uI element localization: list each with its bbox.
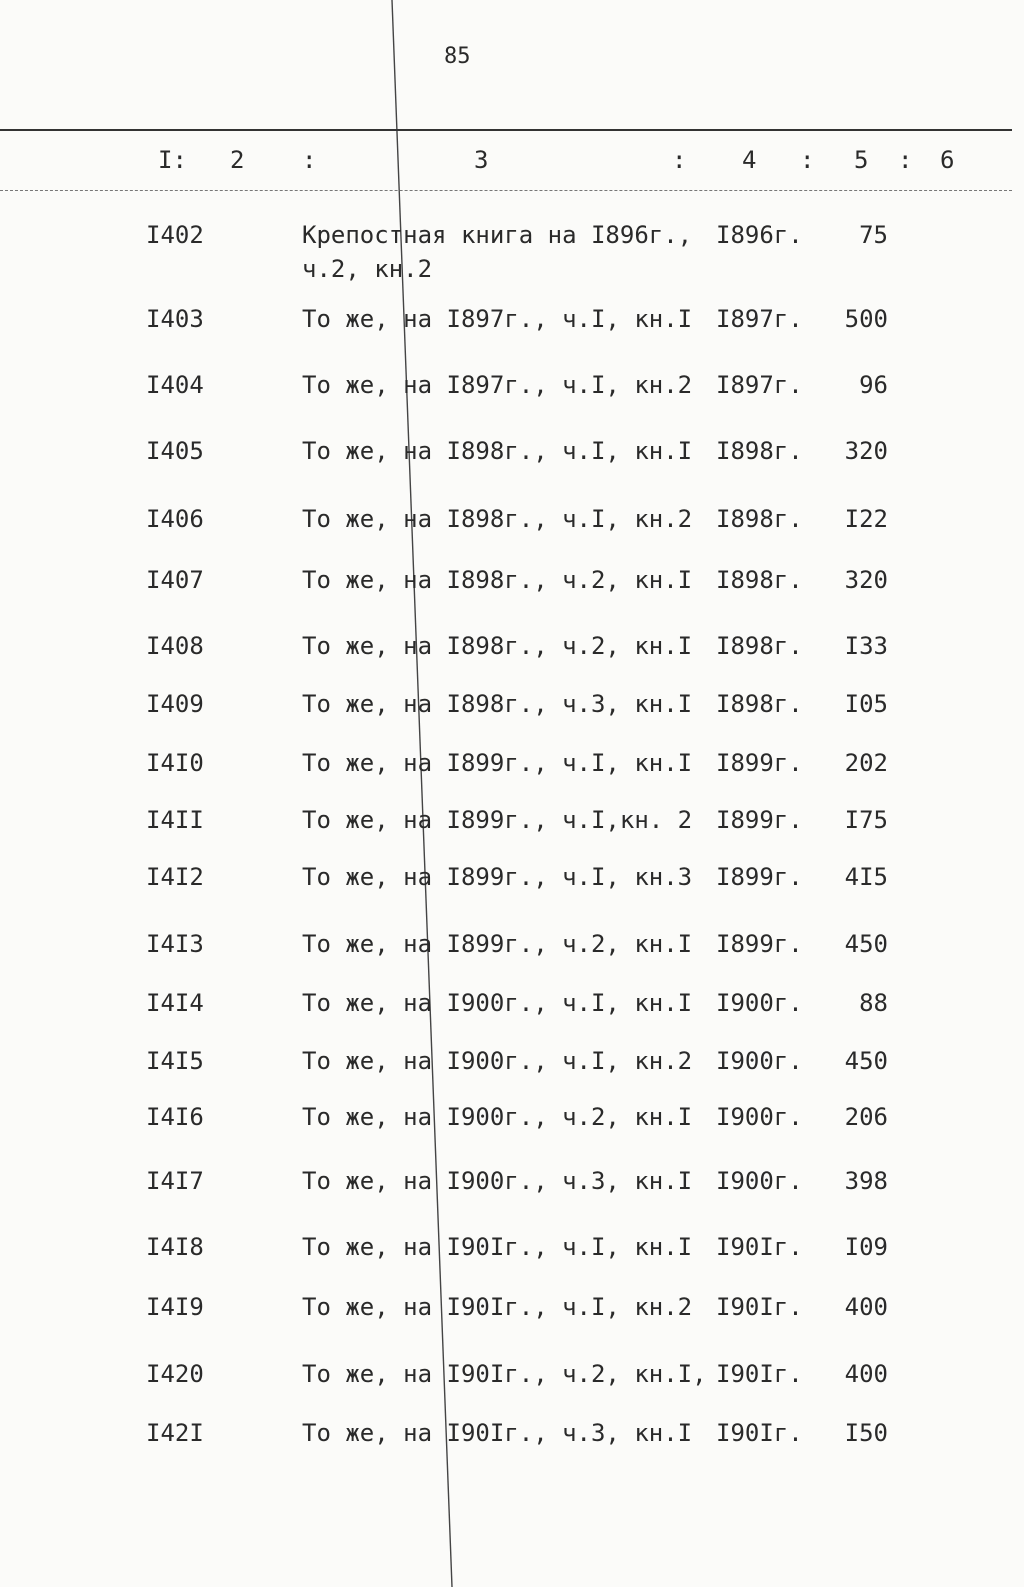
row-title: То же, на I899г., ч.I,кн. 2: [302, 806, 693, 834]
header-col6: 6: [940, 146, 955, 174]
row-count: 450: [844, 1047, 888, 1075]
row-number: I42I: [146, 1419, 204, 1447]
row-number: I407: [146, 566, 204, 594]
row-title: Крепостная книга на I896г.,: [302, 221, 693, 249]
header-separator: :: [672, 146, 687, 174]
row-count: I05: [844, 690, 888, 718]
row-title: То же, на I90Iг., ч.I, кн.I: [302, 1233, 693, 1261]
header-col1: I:: [158, 146, 187, 174]
row-date: I899г.: [716, 749, 803, 777]
row-date: I90Iг.: [716, 1293, 803, 1321]
row-date: I899г.: [716, 930, 803, 958]
row-count: I33: [844, 632, 888, 660]
row-date: I898г.: [716, 690, 803, 718]
row-title: То же, на I898г., ч.I, кн.2: [302, 505, 693, 533]
table-row: [0, 434, 1024, 504]
page-number: 85: [444, 44, 471, 69]
row-count: 500: [844, 305, 888, 333]
table-row: [0, 563, 1024, 633]
row-number: I4I7: [146, 1167, 204, 1195]
row-date: I899г.: [716, 806, 803, 834]
table-row: [0, 302, 1024, 372]
row-date: I899г.: [716, 863, 803, 891]
row-count: 398: [844, 1167, 888, 1195]
header-col3: 3: [474, 146, 489, 174]
table-row: [0, 860, 1024, 930]
row-title: То же, на I898г., ч.2, кн.I: [302, 632, 693, 660]
row-title: То же, на I90Iг., ч.3, кн.I: [302, 1419, 693, 1447]
row-number: I4I9: [146, 1293, 204, 1321]
row-title: То же, на I897г., ч.I, кн.2: [302, 371, 693, 399]
row-date: I897г.: [716, 371, 803, 399]
header-col2: 2: [230, 146, 245, 174]
row-number: I4I3: [146, 930, 204, 958]
row-number: I4I6: [146, 1103, 204, 1131]
header-bottom-rule: [0, 190, 1012, 191]
row-number: I408: [146, 632, 204, 660]
row-title: То же, на I900г., ч.3, кн.I: [302, 1167, 693, 1195]
row-title: То же, на I90Iг., ч.I, кн.2: [302, 1293, 693, 1321]
row-title: То же, на I899г., ч.I, кн.3: [302, 863, 693, 891]
row-date: I900г.: [716, 989, 803, 1017]
table-row: [0, 368, 1024, 438]
row-date: I90Iг.: [716, 1360, 803, 1388]
header-col4: 4: [742, 146, 757, 174]
table-row: [0, 1290, 1024, 1360]
row-title: То же, на I898г., ч.I, кн.I: [302, 437, 693, 465]
table-row: [0, 218, 1024, 288]
row-title: То же, на I897г., ч.I, кн.I: [302, 305, 693, 333]
row-count: 450: [844, 930, 888, 958]
row-number: I409: [146, 690, 204, 718]
row-number: I4I2: [146, 863, 204, 891]
row-date: I898г.: [716, 566, 803, 594]
row-date: I898г.: [716, 437, 803, 465]
row-count: 320: [844, 566, 888, 594]
row-title: То же, на I900г., ч.I, кн.2: [302, 1047, 693, 1075]
table-row: [0, 1100, 1024, 1170]
row-title: То же, на I898г., ч.2, кн.I: [302, 566, 693, 594]
row-count: 320: [844, 437, 888, 465]
header-top-rule: [0, 129, 1012, 131]
row-count: 88: [859, 989, 888, 1017]
row-number: I405: [146, 437, 204, 465]
row-date: I90Iг.: [716, 1233, 803, 1261]
row-count: 4I5: [844, 863, 888, 891]
row-title: То же, на I898г., ч.3, кн.I: [302, 690, 693, 718]
table-row: [0, 1164, 1024, 1234]
row-title: То же, на I90Iг., ч.2, кн.I,: [302, 1360, 707, 1388]
row-number: I4I5: [146, 1047, 204, 1075]
row-count: 400: [844, 1293, 888, 1321]
row-number: I406: [146, 505, 204, 533]
row-number: I4I8: [146, 1233, 204, 1261]
table-row: [0, 502, 1024, 572]
row-count: I09: [844, 1233, 888, 1261]
row-number: I420: [146, 1360, 204, 1388]
row-title: То же, на I899г., ч.I, кн.I: [302, 749, 693, 777]
row-date: I900г.: [716, 1103, 803, 1131]
header-separator: :: [898, 146, 913, 174]
row-title: То же, на I899г., ч.2, кн.I: [302, 930, 693, 958]
row-number: I4I0: [146, 749, 204, 777]
row-number: I4I4: [146, 989, 204, 1017]
header-separator: :: [800, 146, 815, 174]
row-count: I50: [844, 1419, 888, 1447]
row-count: 202: [844, 749, 888, 777]
row-count: 206: [844, 1103, 888, 1131]
row-number: I403: [146, 305, 204, 333]
header-col5: 5: [854, 146, 869, 174]
row-count: 400: [844, 1360, 888, 1388]
row-title-continued: ч.2, кн.2: [302, 255, 433, 283]
row-date: I90Iг.: [716, 1419, 803, 1447]
row-date: I900г.: [716, 1167, 803, 1195]
row-date: I896г.: [716, 221, 803, 249]
row-date: I897г.: [716, 305, 803, 333]
row-date: I898г.: [716, 632, 803, 660]
table-row: [0, 1416, 1024, 1486]
row-title: То же, на I900г., ч.I, кн.I: [302, 989, 693, 1017]
row-count: 96: [859, 371, 888, 399]
row-date: I900г.: [716, 1047, 803, 1075]
row-count: I22: [844, 505, 888, 533]
row-number: I402: [146, 221, 204, 249]
row-number: I404: [146, 371, 204, 399]
row-number: I4II: [146, 806, 204, 834]
header-separator: :: [302, 146, 317, 174]
row-title: То же, на I900г., ч.2, кн.I: [302, 1103, 693, 1131]
row-count: I75: [844, 806, 888, 834]
row-date: I898г.: [716, 505, 803, 533]
row-count: 75: [859, 221, 888, 249]
